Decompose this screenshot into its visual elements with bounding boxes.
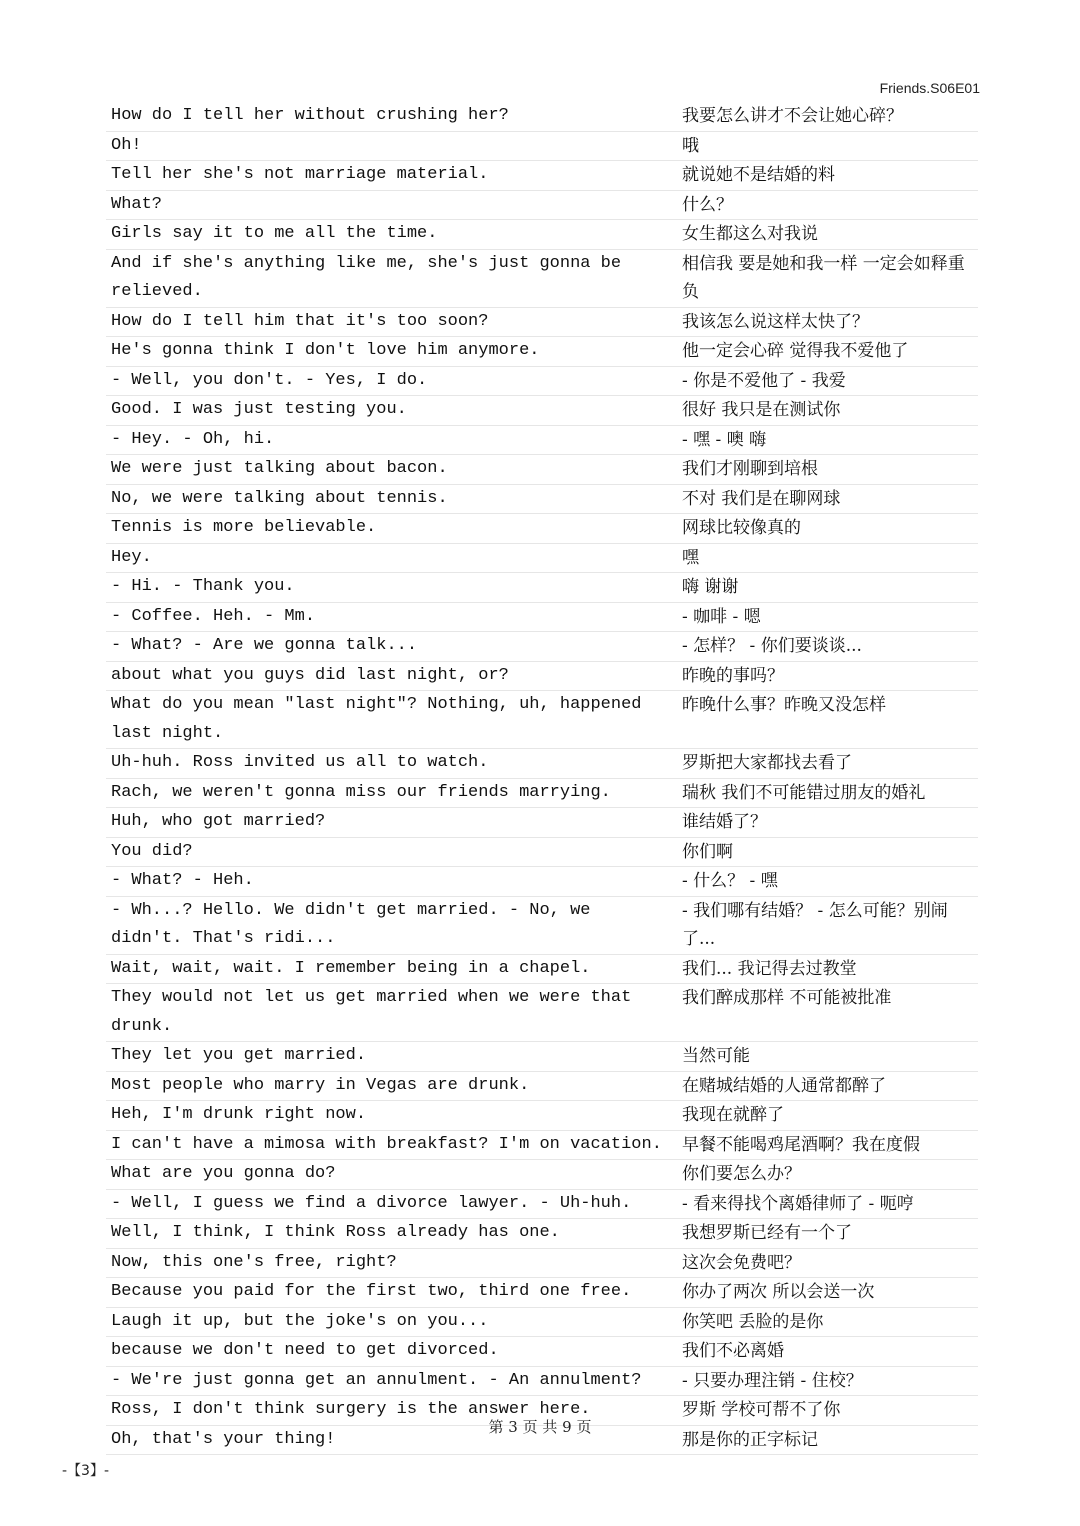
subtitle-row xyxy=(106,1160,978,1190)
english-line: Uh-huh. Ross invited us all to watch. xyxy=(111,753,489,772)
subtitle-row xyxy=(106,191,978,221)
subtitle-row xyxy=(106,132,978,162)
chinese-line: 昨晚什么事？昨晚又没怎样 xyxy=(682,695,886,715)
subtitle-row xyxy=(106,1337,978,1367)
page-number: 第 3 页 共 9 页 xyxy=(488,1418,592,1436)
subtitle-row xyxy=(106,1278,978,1308)
chinese-line: - 咖啡 - 嗯 xyxy=(682,606,761,627)
subtitle-row xyxy=(106,1101,978,1131)
chinese-line: 就说她不是结婚的料 xyxy=(682,165,835,185)
english-line: Ross, I don't think surgery is the answer here. xyxy=(111,1400,591,1419)
subtitle-row xyxy=(106,544,978,574)
english-line: - Wh...? Hello. We didn't get married. - No, we didn't. That's ridi... xyxy=(111,900,591,948)
chinese-line: 嗨 谢谢 xyxy=(682,577,739,597)
english-line: Tell her she's not marriage material. xyxy=(111,165,489,184)
english-line: Laugh it up, but the joke's on you... xyxy=(111,1311,489,1331)
subtitle-row xyxy=(106,1249,978,1279)
chinese-line: 罗斯 学校可帮不了你 xyxy=(682,1400,841,1420)
chinese-line: 那是你的正字标记 xyxy=(682,1429,818,1450)
english-line: You did? xyxy=(111,841,193,861)
chinese-line: 你们要怎么办？ xyxy=(682,1164,801,1184)
chinese-line: 我现在就醉了 xyxy=(682,1105,784,1125)
chinese-line: 这次会免费吧？ xyxy=(682,1252,801,1273)
chinese-line: 瑞秋 我们不可能错过朋友的婚礼 xyxy=(682,782,926,803)
subtitle-row xyxy=(106,1367,978,1397)
subtitle-table xyxy=(106,102,978,1455)
subtitle-row xyxy=(106,455,978,485)
chinese-line: - 什么？ - 嘿 xyxy=(682,871,778,891)
chinese-line: 在赌城结婚的人通常都醉了 xyxy=(682,1075,886,1096)
english-line: Girls say it to me all the time. xyxy=(111,224,438,243)
chinese-line: 你们啊 xyxy=(682,841,733,862)
subtitle-row xyxy=(106,632,978,662)
english-line: How do I tell him that it's too soon? xyxy=(111,311,489,331)
english-line: - Hi. - Thank you. xyxy=(111,577,295,596)
chinese-line: 昨晚的事吗？ xyxy=(682,665,784,686)
chinese-line: 我该怎么说这样太快了？ xyxy=(682,311,869,332)
subtitle-row xyxy=(106,1042,978,1072)
subtitle-row xyxy=(106,485,978,515)
english-line: - Well, you don't. - Yes, I do. xyxy=(111,370,428,390)
chinese-line: 我想罗斯已经有一个了 xyxy=(682,1223,852,1243)
english-line: Tennis is more believable. xyxy=(111,518,377,537)
document-title: Friends.S06E01 xyxy=(879,80,980,96)
chinese-line: 我们才刚聊到培根 xyxy=(682,459,818,479)
subtitle-row xyxy=(106,749,978,779)
chinese-line: 罗斯把大家都找去看了 xyxy=(682,753,852,773)
chinese-line: 当然可能 xyxy=(682,1046,750,1066)
english-line: No, we were talking about tennis. xyxy=(111,488,448,508)
english-line: They would not let us get married when we were that drunk. xyxy=(111,988,632,1036)
english-line: Rach, we weren't gonna miss our friends marrying. xyxy=(111,782,611,802)
english-line: Huh, who got married? xyxy=(111,812,326,831)
chinese-line: 嘿 xyxy=(682,547,699,568)
english-line: - What? - Are we gonna talk... xyxy=(111,636,418,655)
chinese-line: 女生都这么对我说 xyxy=(682,224,818,244)
subtitle-row xyxy=(106,308,978,338)
subtitle-row xyxy=(106,603,978,633)
english-line: They let you get married. xyxy=(111,1046,367,1065)
english-line: Most people who marry in Vegas are drunk. xyxy=(111,1075,530,1095)
chinese-line: 网球比较像真的 xyxy=(682,518,801,538)
english-line: Now, this one's free, right? xyxy=(111,1252,397,1272)
english-line: I can't have a mimosa with breakfast? I'm on vacation. xyxy=(111,1134,662,1154)
english-line: What do you mean "last night"? Nothing, uh, happened last night. xyxy=(111,695,642,743)
subtitle-row xyxy=(106,220,978,250)
chinese-line: 不对 我们是在聊网球 xyxy=(682,488,841,509)
chinese-line: 早餐不能喝鸡尾酒啊？我在度假 xyxy=(682,1134,920,1155)
chinese-line: 我们醉成那样 不可能被批准 xyxy=(682,988,892,1008)
subtitle-row xyxy=(106,367,978,397)
chinese-line: 他一定会心碎 觉得我不爱他了 xyxy=(682,341,909,361)
chinese-line: 你办了两次 所以会送一次 xyxy=(682,1282,875,1302)
english-line: He's gonna think I don't love him anymore. xyxy=(111,341,540,360)
page-marker: -【3】- xyxy=(62,1463,110,1479)
subtitle-row xyxy=(106,396,978,426)
subtitle-row xyxy=(106,1072,978,1102)
english-line: Oh! xyxy=(111,135,142,155)
english-line: Heh, I'm drunk right now. xyxy=(111,1105,367,1124)
chinese-line: - 你是不爱他了 - 我爱 xyxy=(682,370,846,391)
english-line: - Hey. - Oh, hi. xyxy=(111,429,275,449)
subtitle-row xyxy=(106,984,978,1042)
english-line: - Well, I guess we find a divorce lawyer. - Uh-huh. xyxy=(111,1193,632,1213)
chinese-line: 我要怎么讲才不会让她心碎？ xyxy=(682,106,903,126)
subtitle-row xyxy=(106,161,978,191)
subtitle-row xyxy=(106,426,978,456)
chinese-line: 很好 我只是在测试你 xyxy=(682,400,841,420)
english-line: Good. I was just testing you. xyxy=(111,400,407,419)
english-line: Oh, that's your thing! xyxy=(111,1429,336,1449)
english-line: about what you guys did last night, or? xyxy=(111,665,509,685)
subtitle-row xyxy=(106,662,978,692)
chinese-line: 什么？ xyxy=(682,194,733,215)
english-line: - What? - Heh. xyxy=(111,871,254,890)
chinese-line: - 嘿 - 噢 嗨 xyxy=(682,429,767,450)
subtitle-row xyxy=(106,1190,978,1220)
subtitle-row xyxy=(106,514,978,544)
english-line: How do I tell her without crushing her? xyxy=(111,106,509,125)
subtitle-row xyxy=(106,779,978,809)
english-line: What are you gonna do? xyxy=(111,1164,336,1183)
chinese-line: 我们不必离婚 xyxy=(682,1341,784,1361)
subtitle-row xyxy=(106,955,978,985)
chinese-line: 你笑吧 丢脸的是你 xyxy=(682,1311,824,1332)
chinese-line: 哦 xyxy=(682,135,699,156)
subtitle-row xyxy=(106,691,978,749)
english-line: - Coffee. Heh. - Mm. xyxy=(111,606,316,626)
subtitle-row xyxy=(106,102,978,132)
subtitle-row xyxy=(106,867,978,897)
english-line: We were just talking about bacon. xyxy=(111,459,448,478)
english-line: And if she's anything like me, she's just gonna be relieved. xyxy=(111,253,622,301)
subtitle-row xyxy=(106,808,978,838)
chinese-line: 谁结婚了？ xyxy=(682,812,767,832)
english-line: Hey. xyxy=(111,547,152,567)
chinese-line: 相信我 要是她和我一样 一定会如释重负 xyxy=(682,253,965,302)
chinese-line: - 我们哪有结婚？ - 怎么可能？别闹了... xyxy=(682,900,948,949)
chinese-line: 我们... 我记得去过教堂 xyxy=(682,958,857,979)
english-line: - We're just gonna get an annulment. - An annulment? xyxy=(111,1370,642,1390)
subtitle-row xyxy=(106,1219,978,1249)
chinese-line: - 看来得找个离婚律师了 - 呃哼 xyxy=(682,1193,914,1214)
subtitle-row xyxy=(106,1308,978,1338)
english-line: Wait, wait, wait. I remember being in a chapel. xyxy=(111,958,591,978)
subtitle-row xyxy=(106,897,978,955)
chinese-line: - 只要办理注销 - 住校？ xyxy=(682,1370,863,1391)
subtitle-row xyxy=(106,250,978,308)
english-line: Well, I think, I think Ross already has one. xyxy=(111,1223,560,1242)
english-line: because we don't need to get divorced. xyxy=(111,1341,499,1360)
subtitle-row xyxy=(106,337,978,367)
chinese-line: - 怎样？ - 你们要谈谈... xyxy=(682,636,862,656)
subtitle-row xyxy=(106,573,978,603)
english-line: Because you paid for the first two, third one free. xyxy=(111,1282,632,1301)
subtitle-row xyxy=(106,838,978,868)
english-line: What? xyxy=(111,194,163,214)
subtitle-row xyxy=(106,1131,978,1161)
